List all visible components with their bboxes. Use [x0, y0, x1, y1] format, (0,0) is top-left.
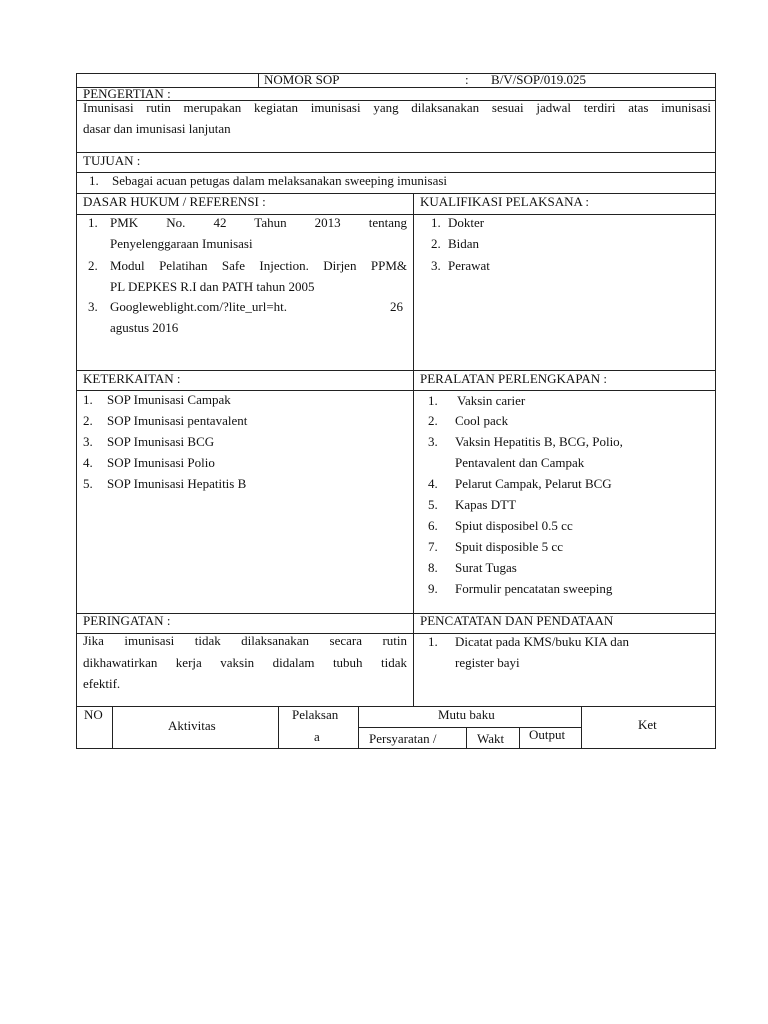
keterkaitan-item-text: SOP Imunisasi BCG [107, 434, 215, 449]
kualifikasi-item-text: Perawat [448, 258, 490, 273]
border-right [715, 73, 716, 749]
nomor-sop-value: B/V/SOP/019.025 [491, 72, 586, 87]
col-divider-mutu [581, 706, 582, 748]
border-left [76, 73, 77, 749]
peralatan-item-text-cont: Pentavalent dan Campak [455, 455, 585, 470]
divider-keterkaitan [76, 613, 716, 614]
peralatan-item-number: 5. [428, 497, 438, 512]
col-header-aktivitas: Aktivitas [168, 718, 216, 733]
keterkaitan-item-number: 2. [83, 413, 93, 428]
peralatan-item-text: Formulir pencatatan sweeping [455, 581, 613, 596]
peralatan-item-number: 6. [428, 518, 438, 533]
keterkaitan-item-number: 3. [83, 434, 93, 449]
peralatan-item-number: 2. [428, 413, 438, 428]
peralatan-item-number: 1. [428, 393, 438, 408]
col-header-ket: Ket [638, 717, 657, 732]
keterkaitan-item-text: SOP Imunisasi Campak [107, 392, 231, 407]
tujuan-label: TUJUAN : [83, 153, 141, 168]
peralatan-item-number: 3. [428, 434, 438, 449]
peralatan-label: PERALATAN PERLENGKAPAN : [420, 371, 607, 386]
peralatan-item-text: Cool pack [455, 413, 509, 428]
col-divider-no [112, 706, 113, 748]
kualifikasi-item-text: Bidan [448, 236, 480, 251]
keterkaitan-item-number: 1. [83, 392, 93, 407]
col-header-pelaksana-cont: a [314, 729, 320, 744]
pencatatan-item-line2: register bayi [455, 655, 520, 670]
col-divider-waktu [519, 727, 520, 748]
col-header-waktu: Wakt [477, 731, 505, 746]
peralatan-item-text: Vaksin carier [457, 393, 526, 408]
dasar-item-line1: Modul Pelatihan Safe Injection. Dirjen PPM& [110, 258, 407, 273]
dasar-hukum-label: DASAR HUKUM / REFERENSI : [83, 194, 266, 209]
pengertian-text-line2: dasar dan imunisasi lanjutan [83, 121, 231, 136]
peralatan-item-text: Spuit disposible 5 cc [455, 539, 563, 554]
nomor-sop-label: NOMOR SOP [264, 72, 340, 87]
peralatan-item-text: Pelarut Campak, Pelarut BCG [455, 476, 612, 491]
peralatan-item-number: 7. [428, 539, 438, 554]
divider-pengertian [76, 152, 716, 153]
dasar-item-number: 3. [88, 299, 98, 314]
col-header-no: NO [84, 707, 103, 722]
peringatan-text-line1: Jika imunisasi tidak dilaksanakan secara rutin [83, 633, 407, 648]
keterkaitan-item-number: 5. [83, 476, 93, 491]
dasar-item-line2: PL DEPKES R.I dan PATH tahun 2005 [110, 279, 315, 294]
middle-divider [413, 193, 414, 706]
keterkaitan-item-text: SOP Imunisasi Hepatitis B [107, 476, 247, 491]
nomor-sop-colon: : [465, 72, 469, 87]
peralatan-item-number: 9. [428, 581, 438, 596]
peralatan-item-text: Surat Tugas [455, 560, 517, 575]
dasar-item-number: 2. [88, 258, 98, 273]
tujuan-item-number: 1. [89, 173, 99, 188]
peralatan-item-number: 8. [428, 560, 438, 575]
tujuan-item-text: Sebagai acuan petugas dalam melaksanakan sweeping imunisasi [112, 173, 448, 188]
kualifikasi-item-text: Dokter [448, 215, 485, 230]
keterkaitan-label: KETERKAITAN : [83, 371, 181, 386]
pengertian-label: PENGERTIAN : [83, 86, 171, 101]
keterkaitan-item-text: SOP Imunisasi pentavalent [107, 413, 248, 428]
border-top [76, 73, 716, 74]
border-bottom [76, 748, 716, 749]
col-divider-pelaksana [358, 706, 359, 748]
col-header-pelaksana: Pelaksan [292, 707, 339, 722]
dasar-item-number: 1. [88, 215, 98, 230]
peringatan-text-line3: efektif. [83, 676, 121, 691]
col-header-mutu-baku: Mutu baku [438, 707, 495, 722]
kualifikasi-label: KUALIFIKASI PELAKSANA : [420, 194, 590, 209]
keterkaitan-item-text: SOP Imunisasi Polio [107, 455, 215, 470]
dasar-item-line1: PMK No. 42 Tahun 2013 tentang [110, 215, 407, 230]
pencatatan-label: PENCATATAN DAN PENDATAAN [420, 613, 614, 628]
col-divider-persyaratan [466, 727, 467, 748]
dasar-item-line1: Googleweblight.com/?lite_url=ht. [110, 299, 288, 314]
peringatan-label: PERINGATAN : [83, 613, 171, 628]
col-header-persyaratan: Persyaratan / [369, 731, 437, 746]
keterkaitan-item-number: 4. [83, 455, 93, 470]
dasar-item-date: 26 [390, 299, 403, 314]
col-header-output: Output [529, 727, 566, 742]
peralatan-item-text: Spiut disposibel 0.5 cc [455, 518, 573, 533]
divider-header [76, 87, 716, 88]
peringatan-text-line2: dikhawatirkan kerja vaksin didalam tubuh tidak [83, 655, 407, 670]
header-divider [258, 73, 259, 87]
dasar-item-line2: Penyelenggaraan Imunisasi [110, 236, 253, 251]
divider-peringatan [76, 706, 716, 707]
kualifikasi-item-number: 3. [431, 258, 441, 273]
peralatan-item-text: Vaksin Hepatitis B, BCG, Polio, [455, 434, 623, 449]
kualifikasi-item-number: 2. [431, 236, 441, 251]
pencatatan-item-line1: Dicatat pada KMS/buku KIA dan [455, 634, 630, 649]
pencatatan-item-number: 1. [428, 634, 438, 649]
col-divider-aktivitas [278, 706, 279, 748]
kualifikasi-item-number: 1. [431, 215, 441, 230]
dasar-item-line2: agustus 2016 [110, 320, 179, 335]
divider-keterkaitan-label [76, 390, 716, 391]
peralatan-item-text: Kapas DTT [455, 497, 517, 512]
pengertian-text-line1: Imunisasi rutin merupakan kegiatan imunisasi yang dilaksanakan sesuai jadwal terdiri atas imunisasi [83, 100, 711, 115]
peralatan-item-number: 4. [428, 476, 438, 491]
